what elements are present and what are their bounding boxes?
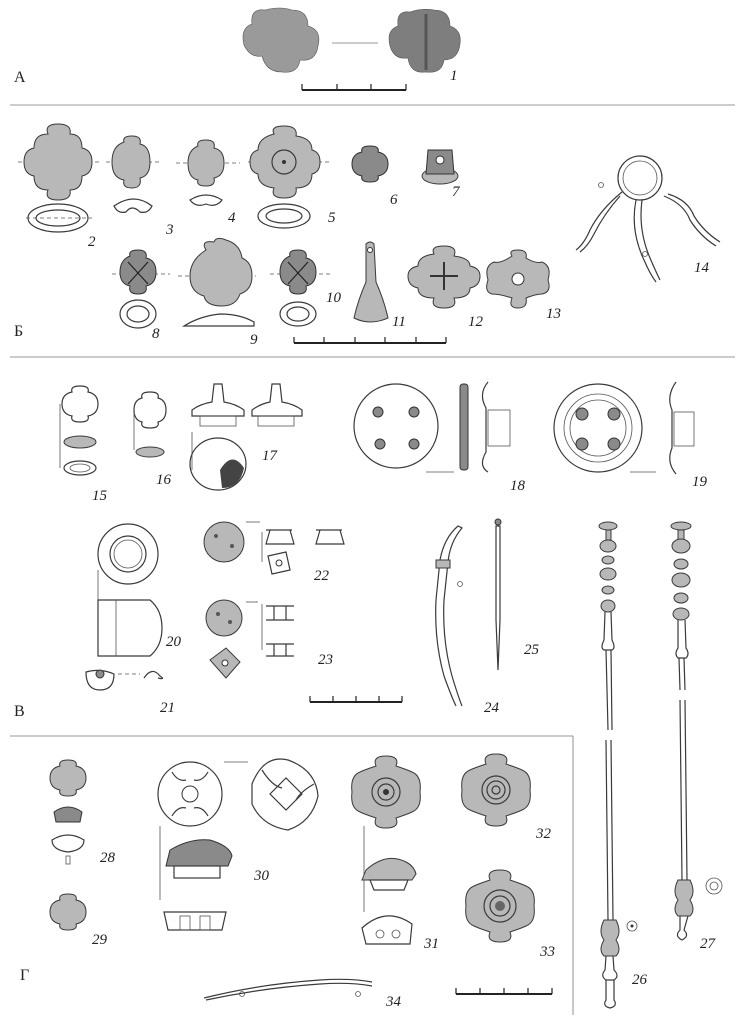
fig-label-25: 25	[524, 642, 539, 658]
scale-bar-g	[456, 988, 552, 994]
fig-label-9: 9	[250, 332, 258, 348]
fig-label-4: 4	[228, 210, 236, 226]
fig-label-1: 1	[450, 68, 458, 84]
artifact-13	[487, 250, 549, 308]
fig-label-20: 20	[166, 634, 181, 650]
artifact-11	[354, 242, 388, 322]
fig-label-26: 26	[632, 972, 647, 988]
fig-label-22: 22	[314, 568, 329, 584]
artifact-5	[248, 126, 330, 228]
artifact-28	[50, 760, 86, 864]
fig-label-12: 12	[468, 314, 483, 330]
artifact-6	[352, 146, 388, 182]
fig-label-2: 2	[88, 234, 96, 250]
fig-label-24: 24	[484, 700, 499, 716]
section-a	[14, 8, 460, 90]
artifact-10	[270, 250, 330, 326]
artifact-30	[158, 759, 318, 930]
artifact-1-back	[389, 9, 460, 72]
section-label-v: В	[14, 703, 25, 720]
fig-label-5: 5	[328, 210, 336, 226]
fig-label-28: 28	[100, 850, 115, 866]
artifact-9	[178, 238, 256, 326]
artifact-33	[466, 870, 535, 942]
artifact-12	[408, 246, 480, 308]
scale-bar-v	[310, 696, 402, 702]
artifact-24	[436, 526, 463, 706]
fig-label-11: 11	[392, 314, 406, 330]
artifact-34	[204, 979, 372, 1000]
artifact-26	[599, 522, 637, 1008]
artifact-3	[106, 136, 162, 212]
section-g	[10, 736, 573, 1015]
fig-label-19: 19	[692, 474, 707, 490]
fig-label-10: 10	[326, 290, 341, 306]
fig-label-14: 14	[694, 260, 709, 276]
scale-bar-b	[294, 337, 446, 343]
artifact-27	[671, 522, 722, 940]
artifact-16	[134, 392, 166, 457]
fig-label-31: 31	[424, 936, 439, 952]
artifact-15	[60, 386, 98, 475]
artifact-1-front	[243, 8, 319, 72]
artifact-8	[112, 250, 170, 328]
section-label-a: А	[14, 69, 26, 86]
artifact-23	[206, 600, 294, 678]
fig-label-21: 21	[160, 700, 175, 716]
section-v	[14, 382, 722, 1008]
fig-label-8: 8	[152, 326, 160, 342]
fig-label-7: 7	[452, 184, 460, 200]
artifact-7	[422, 150, 458, 184]
artifact-17	[190, 384, 302, 490]
artifact-4	[176, 140, 240, 205]
scale-bar-a	[302, 84, 406, 90]
fig-label-32: 32	[536, 826, 551, 842]
artifact-22	[204, 522, 344, 574]
artifact-2	[18, 124, 100, 232]
artifact-21	[86, 670, 163, 690]
artifact-20	[98, 524, 162, 656]
artifact-19	[554, 382, 694, 474]
fig-label-17: 17	[262, 448, 277, 464]
artifact-25	[495, 519, 501, 670]
section-label-g: Г	[20, 967, 30, 984]
fig-label-18: 18	[510, 478, 525, 494]
fig-label-13: 13	[546, 306, 561, 322]
section-label-b: Б	[14, 323, 24, 340]
fig-label-3: 3	[166, 222, 174, 238]
fig-label-34: 34	[386, 994, 401, 1010]
fig-label-33: 33	[540, 944, 555, 960]
fig-label-15: 15	[92, 488, 107, 504]
artifact-29	[50, 894, 86, 930]
fig-label-29: 29	[92, 932, 107, 948]
fig-label-23: 23	[318, 652, 333, 668]
fig-label-16: 16	[156, 472, 171, 488]
artifact-32	[462, 754, 531, 826]
fig-label-27: 27	[700, 936, 715, 952]
artifact-18	[354, 382, 510, 472]
fig-label-6: 6	[390, 192, 398, 208]
section-b	[14, 124, 720, 348]
fig-label-30: 30	[254, 868, 269, 884]
artifact-31	[352, 756, 421, 944]
